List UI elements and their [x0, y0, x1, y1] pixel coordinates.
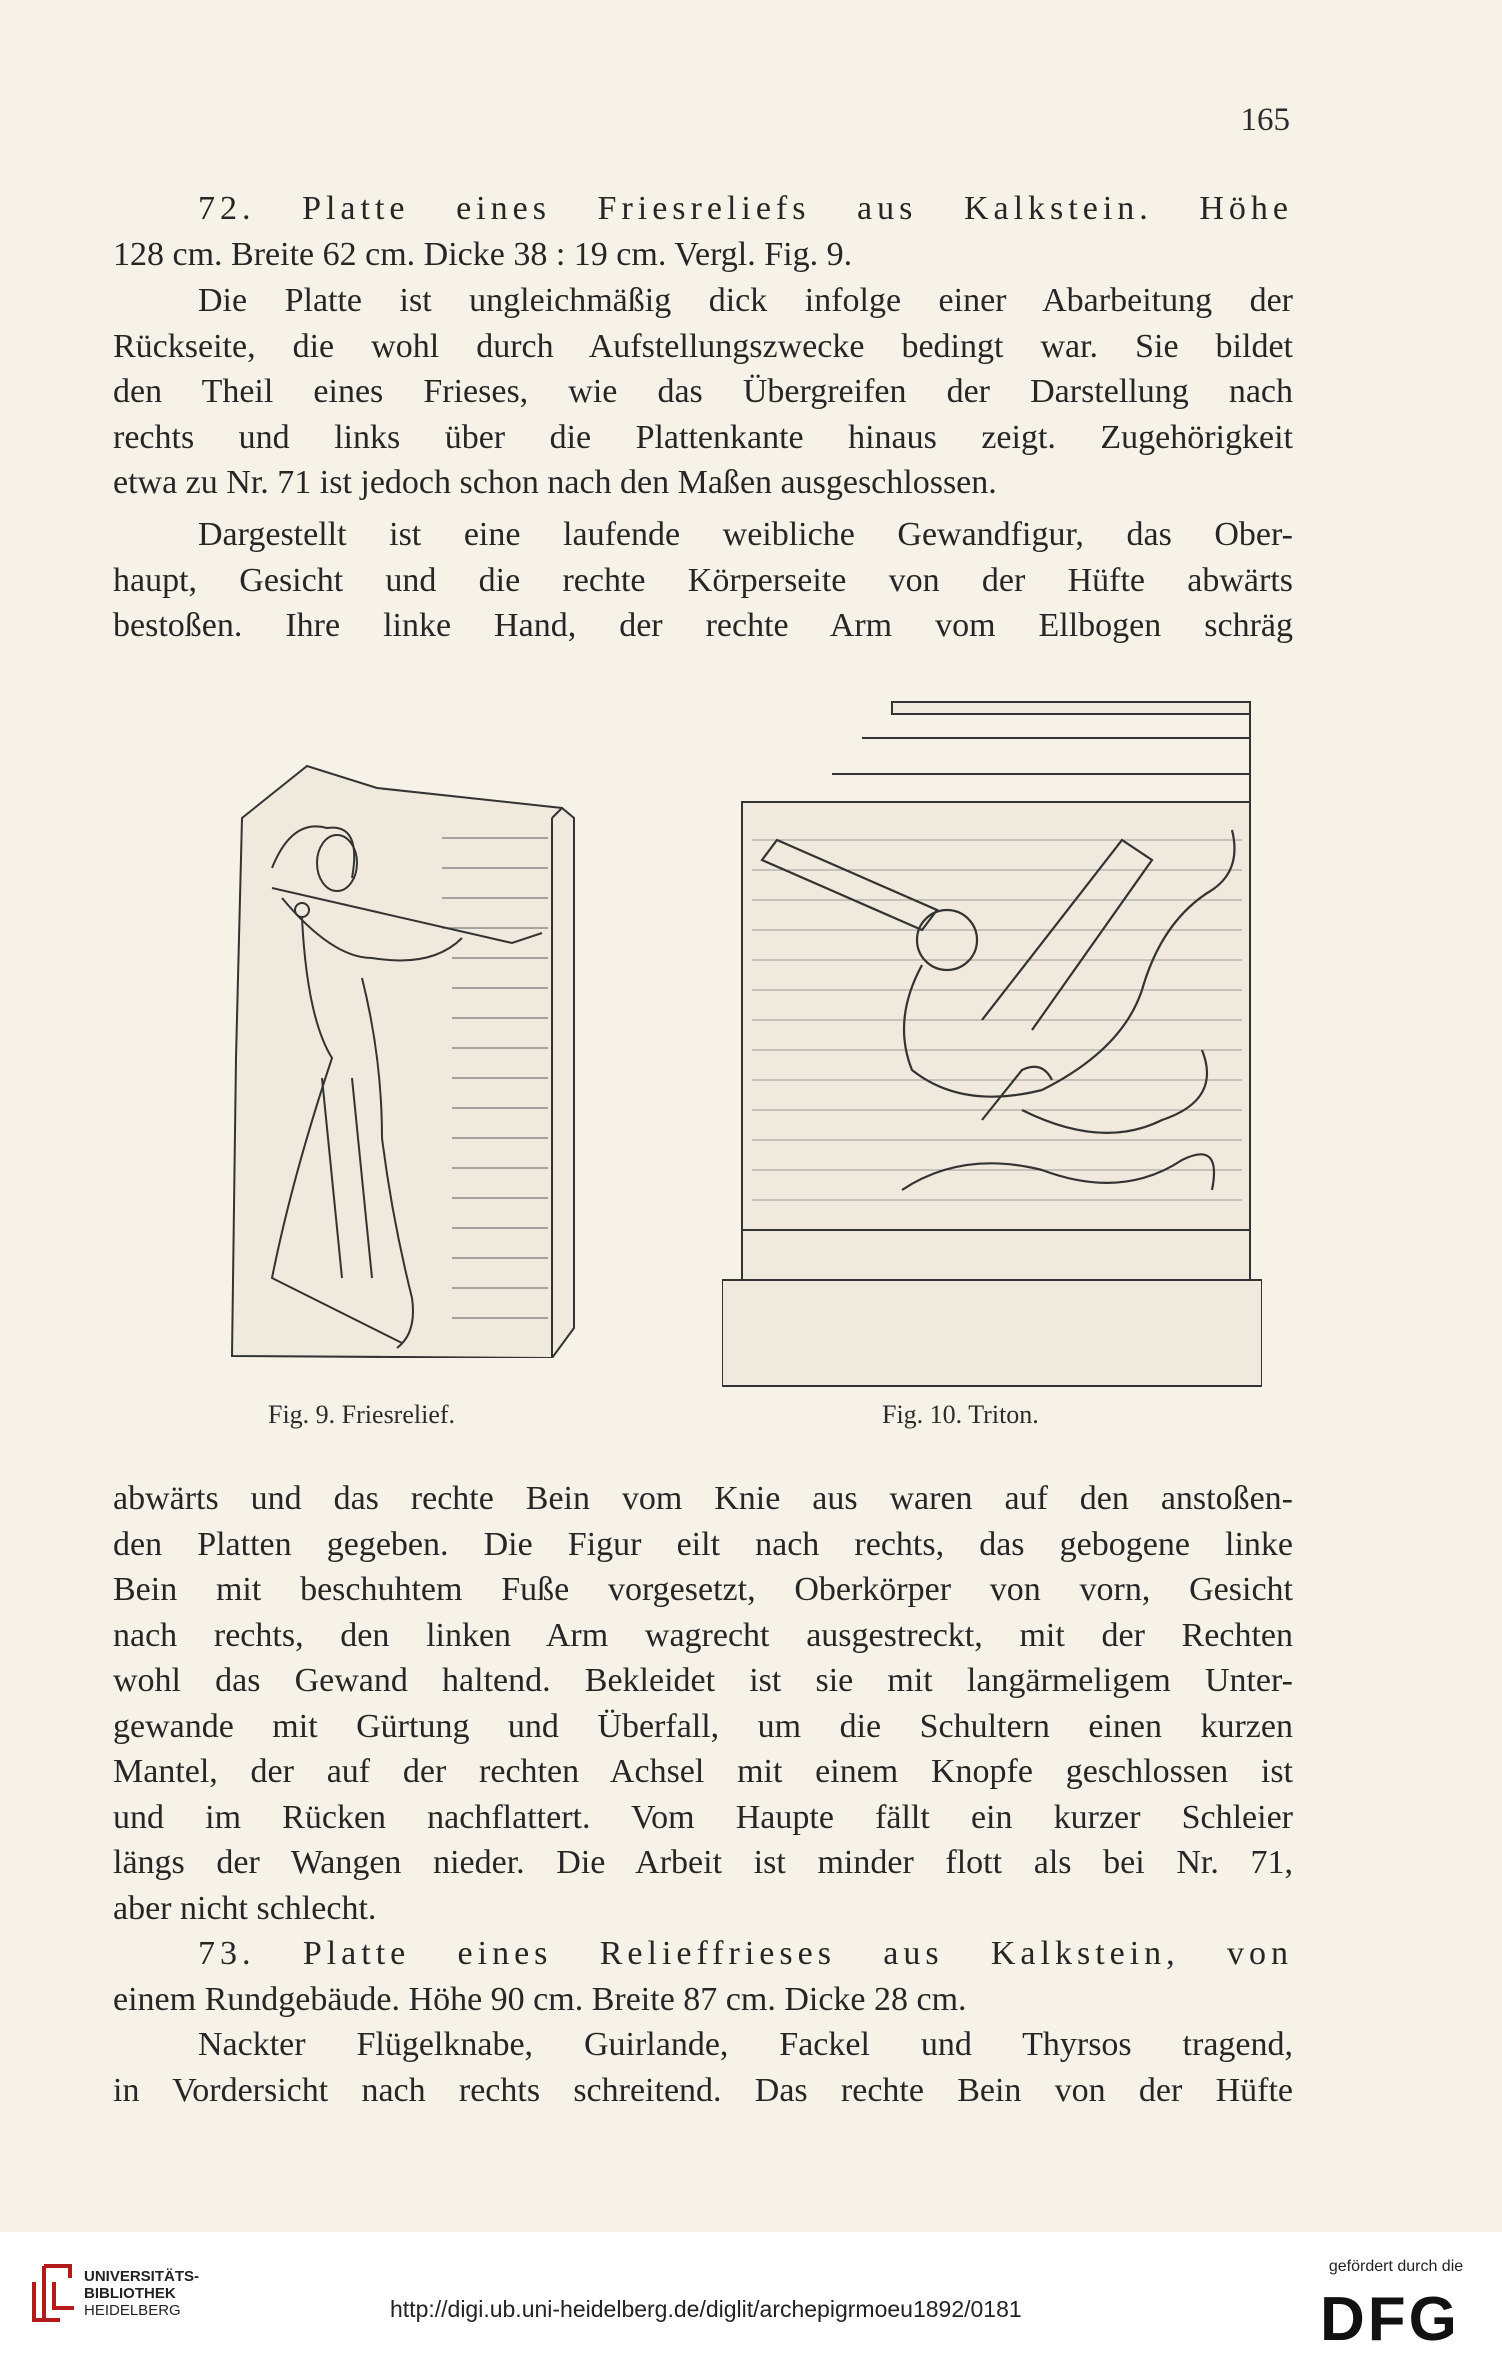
text-line: in Vordersicht nach rechts schreitend. Das rechte Bein von der Hüfte: [113, 2071, 1293, 2109]
university-library-logo-icon: [30, 2262, 80, 2328]
library-line: UNIVERSITÄTS-: [84, 2268, 200, 2285]
text-line: Die Platte ist ungleichmäßig dick infolge einer Abarbeitung der: [198, 282, 1293, 319]
entry-73-description: [113, 2022, 1293, 2113]
text-line: 72. Platte eines Friesreliefs aus Kalkstein. Höhe: [198, 190, 1293, 227]
entry-73-heading: [113, 1931, 1293, 2022]
library-line: HEIDELBERG: [84, 2302, 181, 2319]
text-line: Rückseite, die wohl durch Aufstellungszwecke bedingt war. Sie bildet: [113, 327, 1293, 365]
library-line: BIBLIOTHEK: [84, 2285, 176, 2302]
text-line: abwärts und das rechte Bein vom Knie aus waren auf den anstoßen-: [113, 1480, 1293, 1517]
text-line: gewande mit Gürtung und Überfall, um die Schultern einen kurzen: [113, 1707, 1293, 1745]
text-line: einem Rundgebäude. Höhe 90 cm. Breite 87 cm. Dicke 28 cm.: [113, 1980, 967, 2018]
text-line: etwa zu Nr. 71 ist jedoch schon nach den Maßen ausgeschlossen.: [113, 464, 997, 501]
text-line: nach rechts, den linken Arm wagrecht ausgestreckt, mit der Rechten: [113, 1616, 1293, 1654]
text-line: Dargestellt ist eine laufende weibliche Gewandfigur, das Ober-: [198, 516, 1293, 553]
text-line: 73. Platte eines Relieffrieses aus Kalkstein, von: [198, 1935, 1293, 1972]
text-line: 128 cm. Breite 62 cm. Dicke 38 : 19 cm. Vergl. Fig. 9.: [113, 235, 853, 273]
figure-10-triton: [722, 690, 1262, 1390]
text-line: Bein mit beschuhtem Fuße vorgesetzt, Oberkörper von vorn, Gesicht: [113, 1571, 1293, 1608]
dfg-logo: DFG: [1320, 2285, 1460, 2354]
text-line: Mantel, der auf der rechten Achsel mit einem Knopfe geschlossen ist: [113, 1753, 1293, 1790]
permalink-url[interactable]: http://digi.ub.uni-heidelberg.de/diglit/archepigrmoeu1892/0181: [390, 2296, 1022, 2322]
text-line: bestoßen. Ihre linke Hand, der rechte Arm vom Ellbogen schräg: [113, 607, 1293, 644]
figure-10-caption: Fig. 10. Triton.: [882, 1400, 1039, 1429]
entry-72-description: [113, 278, 1293, 506]
text-line: längs der Wangen nieder. Die Arbeit ist minder flott als bei Nr. 71,: [113, 1844, 1293, 1881]
text-line: aber nicht schlecht.: [113, 1889, 377, 1927]
text-line: den Theil eines Frieses, wie das Übergreifen der Darstellung nach: [113, 373, 1293, 410]
funding-credit: gefördert durch die: [1328, 2258, 1464, 2275]
text-line: wohl das Gewand haltend. Bekleidet ist sie mit langärmeligem Unter-: [113, 1662, 1293, 1699]
entry-72-heading: [113, 186, 1293, 277]
figure-9-caption: Fig. 9. Friesrelief.: [268, 1400, 456, 1429]
university-library-name: [84, 2268, 199, 2319]
text-line: Nackter Flügelknabe, Guirlande, Fackel und Thyrsos tragend,: [198, 2026, 1293, 2063]
text-line: haupt, Gesicht und die rechte Körperseite von der Hüfte abwärts: [113, 561, 1293, 599]
text-line: rechts und links über die Plattenkante hinaus zeigt. Zugehörigkeit: [113, 418, 1293, 456]
figure-9-friesrelief: [212, 758, 592, 1358]
page-number: 165: [1240, 102, 1290, 138]
entry-72-continued: [113, 1476, 1293, 1931]
text-line: und im Rücken nachflattert. Vom Haupte fällt ein kurzer Schleier: [113, 1798, 1293, 1836]
entry-72-figure-text: [113, 512, 1293, 649]
text-line: den Platten gegeben. Die Figur eilt nach rechts, das gebogene linke: [113, 1525, 1293, 1563]
